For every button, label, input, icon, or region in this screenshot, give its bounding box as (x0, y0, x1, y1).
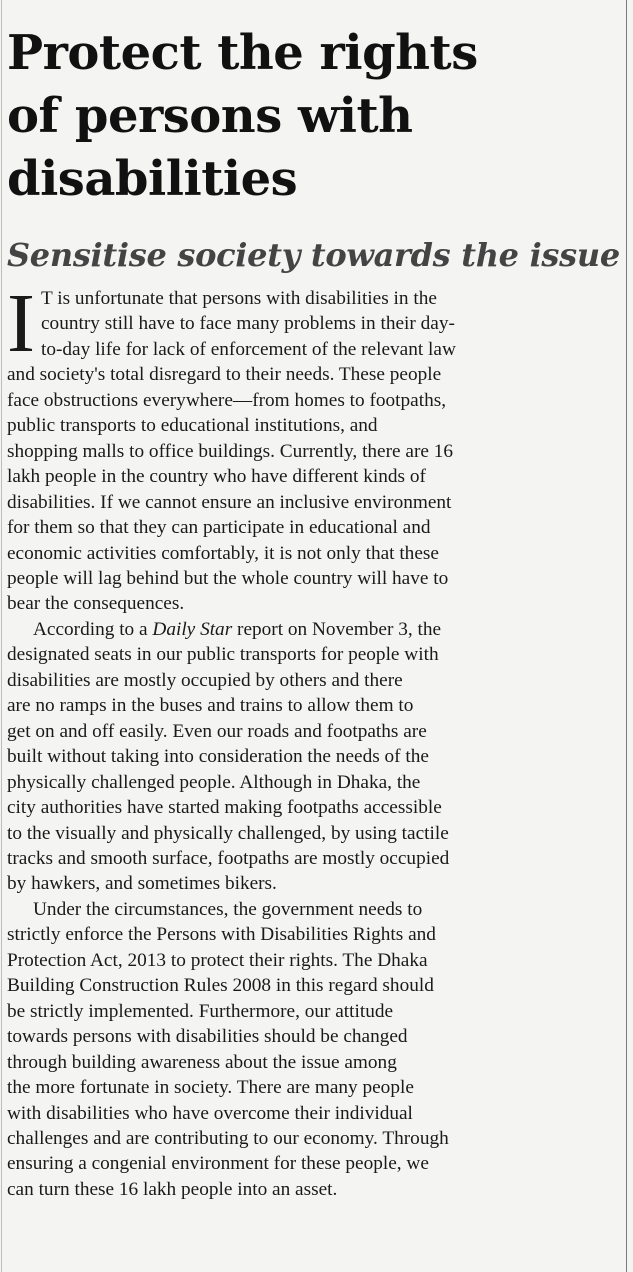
body-line: shopping malls to office buildings. Currently, there are 16 (7, 440, 454, 462)
body-line: city authorities have started making footpaths accessible (7, 797, 442, 819)
column-rule-right (626, 0, 627, 1272)
body-line: challenges and are contributing to our economy. Through (7, 1127, 449, 1149)
article-headline (7, 22, 567, 211)
body-line: be strictly implemented. Furthermore, our attitude (7, 1000, 394, 1022)
body-line: Protection Act, 2013 to protect their rights. The Dhaka (7, 949, 428, 971)
headline-line: Protect the rights (7, 25, 478, 81)
paragraph-2 (7, 617, 591, 897)
body-line: can turn these 16 lakh people into an asset. (7, 1178, 338, 1200)
paragraph-3 (7, 897, 591, 1202)
article-subhead: Sensitise society towards the issue (7, 236, 620, 274)
body-line: to the visually and physically challenged, by using tactile (7, 822, 449, 844)
body-line: towards persons with disabilities should be changed (7, 1026, 408, 1048)
body-line: lakh people in the country who have different kinds of (7, 466, 426, 488)
body-line: ensuring a congenial environment for these people, we (7, 1153, 429, 1175)
body-text: According to a (33, 618, 153, 640)
body-line: to-day life for lack of enforcement of the relevant law (41, 338, 456, 360)
body-line: strictly enforce the Persons with Disabilities Rights and (7, 924, 436, 946)
body-line: the more fortunate in society. There are many people (7, 1077, 414, 1099)
headline-line: of persons with (7, 88, 413, 144)
body-line: designated seats in our public transports for people with (7, 644, 439, 666)
body-line: are no ramps in the buses and trains to allow them to (7, 695, 414, 717)
body-line: with disabilities who have overcome their individual (7, 1102, 413, 1124)
body-line: for them so that they can participate in educational and (7, 517, 431, 539)
body-line: physically challenged people. Although in Dhaka, the (7, 771, 421, 793)
body-line: bear the consequences. (7, 593, 185, 615)
headline-line: disabilities (7, 151, 298, 207)
body-line: country still have to face many problems in their day- (41, 313, 455, 335)
body-line: disabilities. If we cannot ensure an inclusive environment (7, 491, 452, 513)
body-line: Building Construction Rules 2008 in this regard should (7, 975, 434, 997)
body-line: economic activities comfortably, it is not only that these (7, 542, 439, 564)
body-line: face obstructions everywhere—from homes to footpaths, (7, 389, 447, 411)
body-line: disabilities are mostly occupied by others and there (7, 669, 403, 691)
body-line: public transports to educational institutions, and (7, 415, 378, 437)
body-line (7, 617, 591, 642)
body-line: Under the circumstances, the government needs to (33, 898, 423, 920)
body-text: report on November 3, the (232, 618, 442, 640)
body-line: built without taking into consideration the needs of the (7, 746, 429, 768)
column-rule-left (1, 0, 2, 1272)
paragraph-1 (7, 277, 591, 617)
article-body (7, 277, 591, 1202)
body-line: tracks and smooth surface, footpaths are mostly occupied (7, 847, 450, 869)
body-line: people will lag behind but the whole country will have to (7, 567, 449, 589)
body-line: through building awareness about the issue among (7, 1051, 397, 1073)
drop-cap: I (7, 277, 35, 370)
body-line: T is unfortunate that persons with disabilities in the (41, 288, 437, 309)
publication-name: Daily Star (152, 618, 233, 640)
body-line: by hawkers, and sometimes bikers. (7, 873, 277, 895)
body-line: get on and off easily. Even our roads and footpaths are (7, 720, 427, 742)
body-line: and society's total disregard to their needs. These people (7, 364, 442, 386)
